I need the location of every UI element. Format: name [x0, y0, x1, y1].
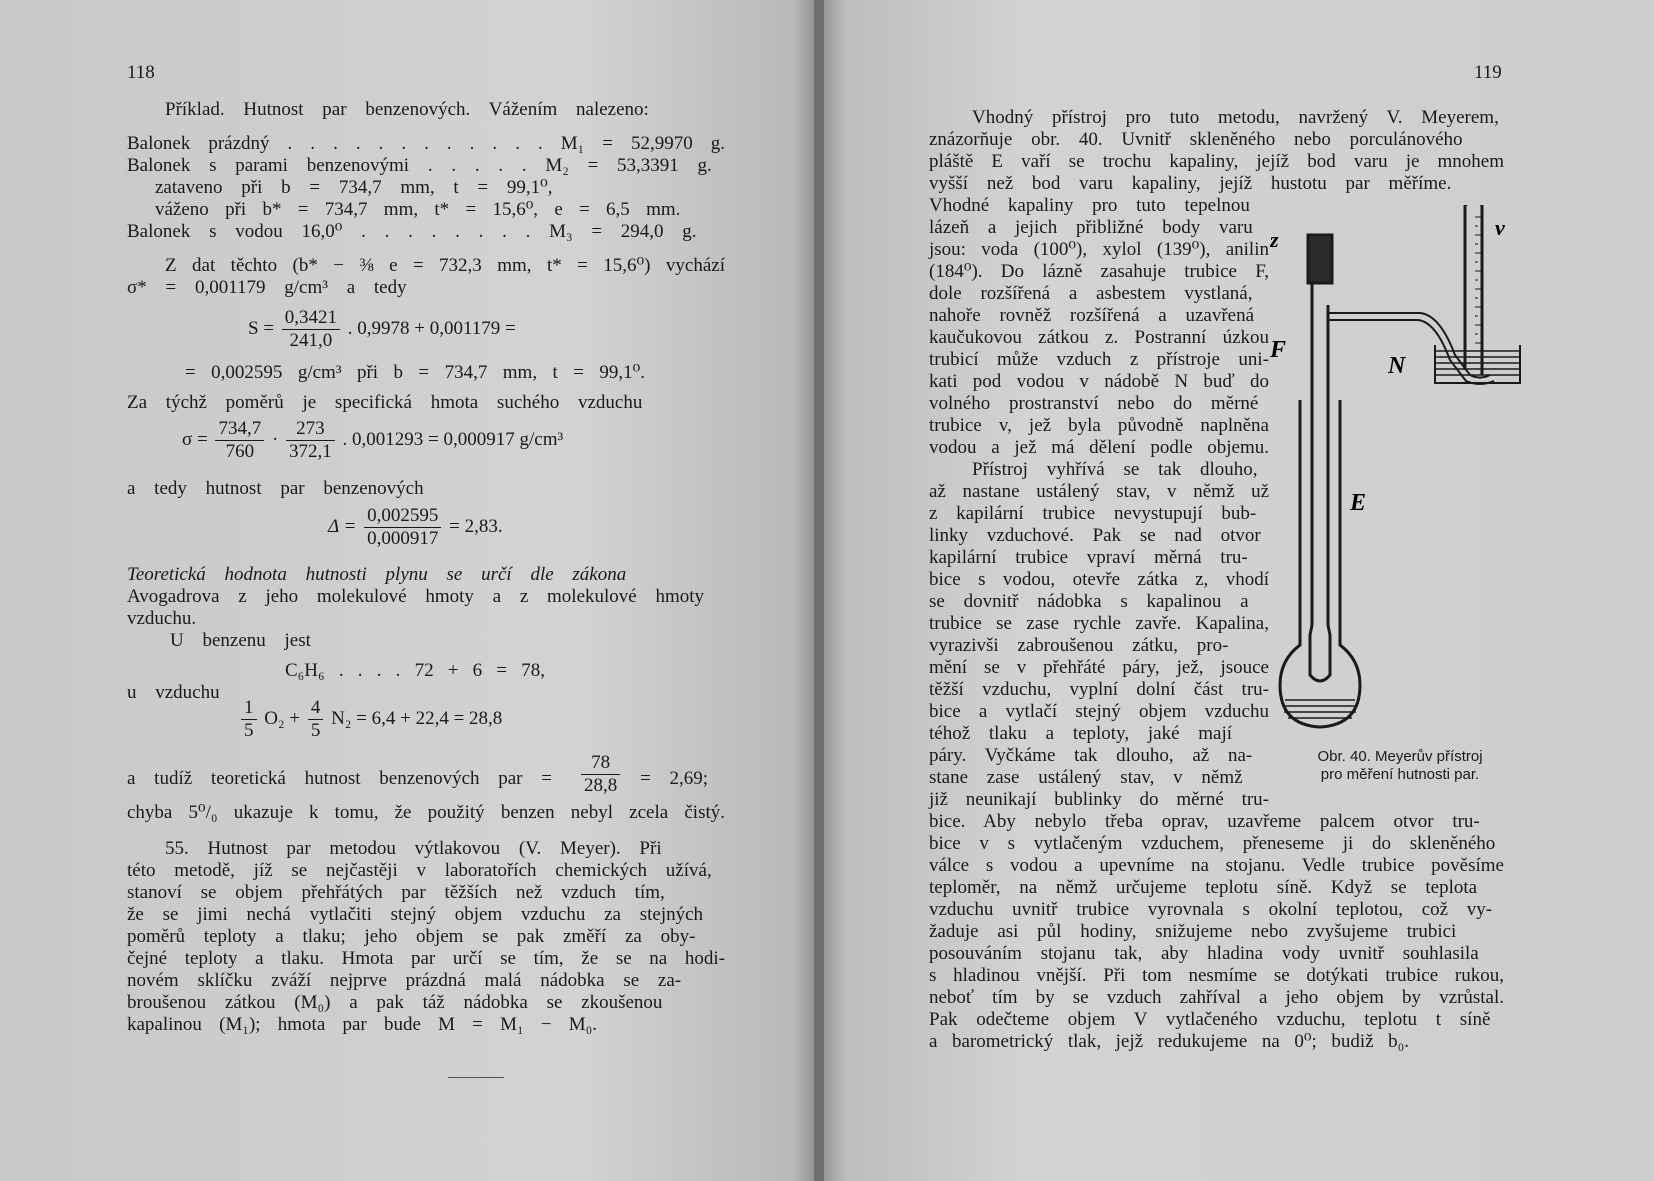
right-text-line: těžší vzduchu, vyplní dolní část tru-: [929, 679, 1269, 700]
right-text-line: bice. Aby nebylo třeba oprav, uzavřeme palcem otvor tru-: [929, 811, 1480, 832]
right-text-line: trubice se zase rychle zavře. Kapalina,: [929, 613, 1269, 634]
left-text-line: váženo při b* = 734,7 mm, t* = 15,6⁰, e = 6,5 mm.: [155, 199, 681, 220]
left-text-line: a tedy hutnost par benzenových: [127, 478, 424, 499]
right-text-line: Vhodný přístroj pro tuto metodu, navržený V. Meyerem,: [972, 107, 1499, 128]
equation-delta-rhs: = 2,83.: [449, 515, 503, 537]
left-text-line: = 2,69;: [640, 768, 708, 789]
label-z: z: [1270, 227, 1279, 252]
label-v: v: [1495, 215, 1505, 240]
equation-air-fraction-2: [308, 697, 324, 742]
equation-delta-lhs: Δ =: [328, 515, 357, 537]
equation-delta-fraction: [364, 505, 441, 550]
tube-f: [1310, 245, 1330, 681]
left-text-line: Avogadrova z jeho molekulové hmoty a z molekulové hmoty: [127, 586, 705, 607]
right-text-line: trubice v, jež byla původně naplněna: [929, 415, 1269, 436]
equation-s: [248, 307, 516, 352]
left-text-line: σ* = 0,001179 g/cm³ a tedy: [127, 277, 407, 298]
equation-sigma-numerator-1: 734,7: [215, 418, 264, 441]
left-text-line: Balonek s vodou 16,0⁰ . . . . . . . . M₃ = 294,0 g.: [127, 221, 697, 242]
right-text-line: lázeň a jejich přibližné body varu: [929, 217, 1253, 238]
equation-sigma-fraction-2: [286, 418, 335, 463]
left-text-line: u vzduchu: [127, 682, 220, 703]
left-text-line: Za týchž poměrů je specifická hmota suchého vzduchu: [127, 392, 643, 413]
left-text-line: a tudíž teoretická hutnost benzenových par =: [127, 768, 552, 789]
right-text-line: (184⁰). Do lázně zasahuje trubice F,: [929, 261, 1269, 282]
equation-air-term-2: N₂ = 6,4 + 22,4 = 28,8: [331, 707, 503, 729]
page-number-right: 119: [1474, 62, 1502, 83]
left-text-line: čejné teploty a tlaku. Hmota par určí se tím, že se na hodi-: [127, 948, 725, 969]
ink-mark: [448, 1077, 504, 1078]
equation-delta: [328, 505, 503, 550]
equation-s-denominator: 241,0: [289, 330, 333, 351]
equation-air-term-1: O₂ +: [264, 707, 301, 729]
right-text-line: bice v s vytlačeným vzduchem, přeneseme ji do skleněného: [929, 833, 1496, 854]
right-text-line: a barometrický tlak, jejž redukujeme na 0⁰; budiž b₀.: [929, 1031, 1409, 1052]
right-text-line: trubicí může vzduch z přístroje uni-: [929, 349, 1269, 370]
right-text-line: vyrazivši zabroušenou zátku, pro-: [929, 635, 1229, 656]
equation-s-fraction: [282, 307, 340, 352]
figure-caption: [1285, 748, 1515, 784]
book-gutter: [814, 0, 824, 1181]
jacket-e: [1280, 400, 1360, 727]
equation-sigma-numerator-2: 273: [286, 418, 335, 441]
equation-benzene-density: [578, 752, 623, 797]
page-number-left: 118: [127, 62, 155, 83]
label-f: F: [1270, 337, 1287, 363]
right-text-line: se dovnitř nádobka s kapalinou a: [929, 591, 1249, 612]
equation-air-fraction-1: [241, 697, 257, 742]
right-text-line: linky vzduchové. Pak se nad otvor: [929, 525, 1261, 546]
equation-s-rhs: . 0,9978 + 0,001179 =: [347, 317, 516, 339]
right-text-line: pláště E vaří se trochu kapaliny, jejíž bod varu je mnohem: [929, 151, 1504, 172]
right-text-line: kaučukovou zátkou z. Postranní úzkou: [929, 327, 1269, 348]
equation-air-numerator-1: 1: [241, 697, 257, 720]
figure-caption-line-2: pro měření hutnosti par.: [1320, 766, 1480, 783]
equation-sigma-dot: ·: [271, 428, 279, 450]
left-text-line: C₆H₆ . . . . 72 + 6 = 78,: [285, 660, 545, 681]
right-text-line: vodou a jež má dělení podle objemu.: [929, 437, 1269, 458]
right-text-line: téhož tlaku a teploty, jaké mají: [929, 723, 1233, 744]
left-text-line: 55. Hutnost par metodou výtlakovou (V. Meyer). Při: [165, 838, 662, 859]
right-text-line: volného prostranství nebo do měrné: [929, 393, 1259, 414]
right-text-line: z kapilární trubice nevystupují bub-: [929, 503, 1257, 524]
equation-s-lhs: S =: [248, 317, 275, 339]
left-text-line: Balonek s parami benzenovými . . . . . M₂ = 53,3391 g.: [127, 155, 712, 176]
left-text-line: zataveno při b = 734,7 mm, t = 99,1⁰,: [155, 177, 553, 198]
left-text-line: U benzenu jest: [170, 630, 311, 651]
right-text-line: s hladinou vnější. Při tom nesmíme se dotýkati trubice rukou,: [929, 965, 1504, 986]
equation-sigma-lhs: σ =: [182, 428, 208, 450]
left-text-line: že se jimi nechá vytlačiti stejný objem vzduchu za stejných: [127, 904, 704, 925]
right-text-line: již neunikají bublinky do měrné tru-: [929, 789, 1269, 810]
left-text-line: stanoví se objem přehřátých par těžších než vzduch tím,: [127, 882, 665, 903]
equation-sigma-denominator-1: 760: [225, 441, 255, 462]
left-text-line: broušenou zátkou (M₀) a pak táž nádobka se zkoušenou: [127, 992, 663, 1013]
right-text-line: žaduje asi půl hodiny, snižujeme nebo zvyšujeme trubici: [929, 921, 1457, 942]
right-text-line: kapilární trubice vpraví měrná tru-: [929, 547, 1248, 568]
left-text-line: kapalinou (M₁); hmota par bude M = M₁ − M₀.: [127, 1014, 597, 1035]
right-text-line: vzduchu uvnitř trubice vyrovnala s okolní teplotou, což vy-: [929, 899, 1493, 920]
equation-sigma-denominator-2: 372,1: [289, 441, 332, 462]
label-n: N: [1388, 353, 1406, 379]
right-text-line: Vhodné kapaliny pro tuto tepelnou: [929, 195, 1250, 216]
right-text-line: válce s vodou a upevníme na stojanu. Vedle trubice pověsíme: [929, 855, 1504, 876]
right-text-line: znázorňuje obr. 40. Uvnitř skleněného nebo porculánového: [929, 129, 1463, 150]
left-text-line: = 0,002595 g/cm³ při b = 734,7 mm, t = 99,1⁰.: [185, 362, 645, 383]
left-text-line: této metodě, jíž se nejčastěji v laboratořích chemických užívá,: [127, 860, 712, 881]
equation-sigma: [182, 418, 563, 463]
equation-air: [238, 697, 502, 742]
right-text-line: kati pod vodou v nádobě N buď do: [929, 371, 1269, 392]
equation-sigma-fraction-1: [215, 418, 264, 463]
right-text-line: mění se v přehřáté páry, jež, jsouce: [929, 657, 1269, 678]
equation-air-denominator-1: 5: [244, 720, 254, 741]
equation-delta-denominator: 0,000917: [367, 528, 439, 549]
left-text-line: chyba 5⁰/₀ ukazuje k tomu, že použitý benzen nebyl zcela čistý.: [127, 802, 725, 823]
equation-benzene-numerator: 78: [581, 752, 620, 775]
left-text-line: vzduchu.: [127, 608, 197, 629]
right-text-line: teploměr, na němž určujeme teplotu síně. Když se teplota: [929, 877, 1478, 898]
right-text-line: Přístroj vyhřívá se tak dlouho,: [972, 459, 1258, 480]
left-text-line: Balonek prázdný . . . . . . . . . . . . M₁ = 52,9970 g.: [127, 133, 725, 154]
equation-s-numerator: 0,3421: [282, 307, 340, 330]
equation-benzene-denominator: 28,8: [584, 775, 618, 796]
right-text-line: bice s vodou, otevře zátka z, vhodí: [929, 569, 1269, 590]
right-text-line: dole rozšířená a asbestem vystlaná,: [929, 283, 1253, 304]
right-text-line: vyšší než bod varu kapaliny, jejíž hustotu par měříme.: [929, 173, 1452, 194]
equation-benzene-fraction: [581, 752, 620, 797]
left-text-line: poměrů teploty a tlaku; jeho objem se pak změří za oby-: [127, 926, 696, 947]
meyer-apparatus-figure: [1270, 205, 1530, 740]
right-text-line: neboť tím by se vzduch zahříval a jeho objem by vzrůstal.: [929, 987, 1504, 1008]
figure-caption-line-1: Obr. 40. Meyerův přístroj: [1317, 748, 1483, 765]
right-text-line: páry. Vyčkáme tak dlouho, až na-: [929, 745, 1253, 766]
right-text-line: stane zase ustálený stav, v němž: [929, 767, 1243, 788]
right-text-line: bice a vytlačí stejný objem vzduchu: [929, 701, 1269, 722]
left-text-line: Příklad. Hutnost par benzenových. Vážením nalezeno:: [165, 99, 649, 120]
equation-air-numerator-2: 4: [308, 697, 324, 720]
left-text-line: Teoretická hodnota hutnosti plynu se určí dle zákona: [127, 564, 627, 585]
equation-sigma-rhs: . 0,001293 = 0,000917 g/cm³: [342, 428, 564, 450]
right-text-line: jsou: voda (100⁰), xylol (139⁰), anilin: [929, 239, 1269, 260]
left-text-line: Z dat těchto (b* − ⅜ e = 732,3 mm, t* = 15,6⁰) vychází: [165, 255, 725, 276]
right-text-line: Pak odečteme objem V vytlačeného vzduchu, teplotu t síně: [929, 1009, 1491, 1030]
right-text-line: nahoře rovněž rozšířená a uzavřená: [929, 305, 1255, 326]
stopper-z: [1308, 235, 1332, 283]
measuring-tube-v: [1465, 205, 1482, 375]
equation-delta-numerator: 0,002595: [364, 505, 441, 528]
left-text-line: novém sklíčku zváží nejprve prázdná malá nádobka se za-: [127, 970, 682, 991]
equation-air-denominator-2: 5: [310, 720, 321, 741]
right-text-line: posouváním stojanu tak, aby hladina vody uvnitř souhlasila: [929, 943, 1479, 964]
right-text-line: až nastane ustálený stav, v němž už: [929, 481, 1269, 502]
label-e: E: [1350, 490, 1367, 516]
